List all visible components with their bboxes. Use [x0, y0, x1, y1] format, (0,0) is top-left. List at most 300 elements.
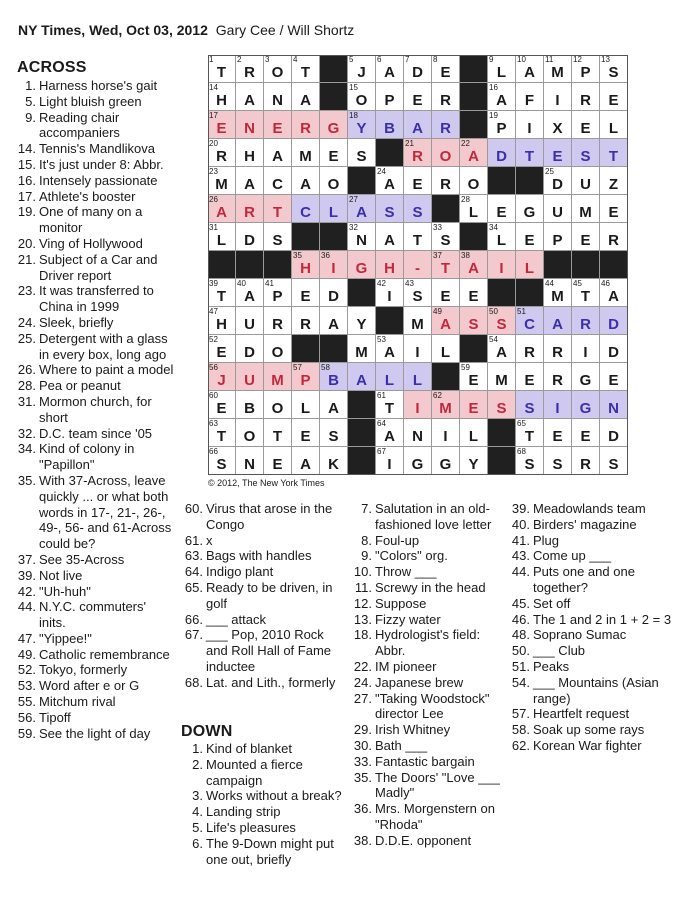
cell-number: 21	[405, 139, 414, 148]
grid-cell[interactable]	[432, 111, 460, 139]
cell-letter: S	[608, 456, 619, 473]
grid-cell[interactable]	[292, 251, 320, 279]
clue-item	[508, 533, 673, 549]
black-square	[432, 363, 460, 391]
grid-cell[interactable]	[320, 167, 348, 195]
grid-cell[interactable]	[208, 391, 236, 419]
cell-letter: I	[415, 400, 420, 417]
clue-item	[350, 659, 510, 675]
cell-letter: M	[551, 64, 564, 81]
grid-cell[interactable]	[600, 223, 628, 251]
cell-letter: Y	[356, 316, 367, 333]
grid-cell[interactable]	[488, 363, 516, 391]
cell-letter: S	[468, 316, 479, 333]
cell-letter: R	[552, 344, 563, 361]
grid-cell[interactable]	[348, 335, 376, 363]
grid-cell[interactable]	[460, 447, 488, 475]
grid-cell[interactable]	[544, 83, 572, 111]
grid-cell[interactable]	[292, 447, 320, 475]
cell-letter: G	[355, 260, 368, 277]
grid-cell[interactable]	[236, 167, 264, 195]
clue-number: 55.	[17, 694, 36, 710]
grid-cell[interactable]	[404, 363, 432, 391]
grid-cell[interactable]	[208, 139, 236, 167]
grid-cell[interactable]	[376, 195, 404, 223]
grid-cell[interactable]	[292, 167, 320, 195]
cell-letter: E	[468, 400, 479, 417]
grid-cell[interactable]	[600, 335, 628, 363]
grid-cell[interactable]	[516, 55, 544, 83]
grid-cell[interactable]	[544, 55, 572, 83]
grid-cell[interactable]	[432, 419, 460, 447]
grid-cell[interactable]	[572, 83, 600, 111]
grid-cell[interactable]	[572, 279, 600, 307]
grid-cell[interactable]	[292, 419, 320, 447]
grid-cell[interactable]	[376, 335, 404, 363]
cell-letter: P	[552, 232, 563, 249]
grid-cell[interactable]	[320, 139, 348, 167]
grid-cell[interactable]	[404, 307, 432, 335]
grid-cell[interactable]	[236, 335, 264, 363]
clue-text: The Doors' "Love ___ Madly"	[375, 769, 500, 801]
grid-cell[interactable]	[292, 55, 320, 83]
grid-cell[interactable]	[432, 167, 460, 195]
grid-cell[interactable]	[432, 83, 460, 111]
grid-cell[interactable]	[320, 447, 348, 475]
grid-cell[interactable]	[376, 363, 404, 391]
grid-cell[interactable]	[264, 83, 292, 111]
grid-cell[interactable]	[264, 55, 292, 83]
grid-cell[interactable]	[376, 447, 404, 475]
cell-number: 42	[377, 279, 386, 288]
grid-cell[interactable]	[572, 447, 600, 475]
grid-cell[interactable]	[460, 139, 488, 167]
cell-letter: D	[496, 148, 507, 165]
grid-cell[interactable]	[208, 55, 236, 83]
grid-cell[interactable]	[264, 167, 292, 195]
across-clues-column-2	[181, 501, 341, 691]
grid-cell[interactable]	[208, 279, 236, 307]
clue-text: Tokyo, formerly	[39, 662, 128, 678]
grid-cell[interactable]	[208, 223, 236, 251]
clue-item	[508, 517, 673, 533]
grid-cell[interactable]	[236, 223, 264, 251]
grid-cell[interactable]	[292, 195, 320, 223]
grid-cell[interactable]	[572, 167, 600, 195]
grid-cell[interactable]	[348, 251, 376, 279]
cell-number: 18	[349, 111, 358, 120]
grid-cell[interactable]	[516, 419, 544, 447]
grid-cell[interactable]	[404, 167, 432, 195]
clue-item	[350, 754, 510, 770]
grid-cell[interactable]	[404, 391, 432, 419]
cell-number: 26	[209, 195, 218, 204]
grid-cell[interactable]	[544, 167, 572, 195]
grid-cell[interactable]	[544, 307, 572, 335]
grid-cell[interactable]	[600, 83, 628, 111]
grid-cell[interactable]	[516, 195, 544, 223]
clue-number: 66.	[184, 611, 203, 627]
grid-cell[interactable]	[572, 111, 600, 139]
grid-cell[interactable]	[376, 111, 404, 139]
clue-text: Japanese brew	[375, 674, 464, 690]
grid-cell[interactable]	[544, 419, 572, 447]
cell-number: 57	[293, 363, 302, 372]
across-heading: ACROSS	[17, 59, 87, 76]
grid-cell[interactable]	[572, 363, 600, 391]
grid-cell[interactable]	[432, 335, 460, 363]
cell-letter: L	[300, 400, 311, 417]
clue-number: 54.	[511, 674, 530, 690]
clue-item	[181, 564, 341, 580]
grid-cell[interactable]	[264, 223, 292, 251]
cell-letter: L	[608, 120, 619, 137]
grid-cell[interactable]	[208, 447, 236, 475]
clue-number: 39.	[511, 501, 530, 516]
cell-number: 53	[377, 335, 386, 344]
grid-cell[interactable]	[236, 447, 264, 475]
cell-letter: N	[244, 120, 255, 137]
grid-cell[interactable]	[460, 251, 488, 279]
grid-cell[interactable]	[376, 419, 404, 447]
clue-number: 64.	[184, 564, 203, 580]
grid-cell[interactable]	[208, 167, 236, 195]
grid-cell[interactable]	[572, 335, 600, 363]
clue-number: 57.	[511, 706, 530, 722]
cell-letter: A	[524, 64, 535, 81]
clue-item	[14, 141, 174, 157]
clue-item	[14, 678, 174, 694]
grid-cell[interactable]	[516, 307, 544, 335]
clue-number: 4.	[192, 804, 203, 820]
grid-cell[interactable]	[292, 307, 320, 335]
grid-cell[interactable]	[488, 223, 516, 251]
grid-cell[interactable]	[460, 279, 488, 307]
grid-cell[interactable]	[432, 279, 460, 307]
grid-cell[interactable]	[264, 419, 292, 447]
cell-letter: -	[415, 260, 420, 277]
cell-letter: E	[272, 456, 283, 473]
clue-item	[508, 706, 673, 722]
grid-cell[interactable]	[488, 139, 516, 167]
grid-cell[interactable]	[572, 419, 600, 447]
grid-cell[interactable]	[236, 391, 264, 419]
cell-number: 46	[601, 279, 610, 288]
cell-number: 20	[209, 139, 218, 148]
grid-cell[interactable]	[376, 83, 404, 111]
grid-cell[interactable]	[432, 307, 460, 335]
grid-cell[interactable]	[544, 195, 572, 223]
grid-cell[interactable]	[376, 55, 404, 83]
cell-letter: R	[552, 372, 563, 389]
grid-cell[interactable]	[516, 335, 544, 363]
cell-letter: S	[216, 456, 227, 473]
grid-cell[interactable]	[292, 111, 320, 139]
grid-cell[interactable]	[236, 279, 264, 307]
grid-cell[interactable]	[264, 111, 292, 139]
clue-number: 44.	[17, 599, 36, 615]
cell-letter: A	[496, 92, 507, 109]
black-square	[460, 335, 488, 363]
grid-cell[interactable]	[600, 195, 628, 223]
grid-cell[interactable]	[236, 111, 264, 139]
grid-cell[interactable]	[264, 307, 292, 335]
clue-number: 12.	[353, 595, 372, 611]
clue-text: ___ Mountains (Asian range)	[533, 674, 659, 706]
grid-cell[interactable]	[264, 279, 292, 307]
grid-cell[interactable]	[404, 251, 432, 279]
grid-cell[interactable]	[264, 363, 292, 391]
clue-text: Hydrologist's field: Abbr.	[375, 627, 481, 659]
grid-cell[interactable]	[600, 391, 628, 419]
grid-cell[interactable]	[544, 139, 572, 167]
grid-cell[interactable]	[348, 139, 376, 167]
grid-cell[interactable]	[376, 251, 404, 279]
grid-cell[interactable]	[572, 195, 600, 223]
cell-letter: E	[608, 204, 619, 221]
clue-number: 43.	[511, 548, 530, 564]
clue-text: Tennis's Mandlikova	[39, 141, 155, 157]
clue-item	[14, 473, 174, 552]
grid-cell[interactable]	[432, 447, 460, 475]
cell-number: 66	[209, 447, 218, 456]
grid-cell[interactable]	[488, 195, 516, 223]
grid-cell[interactable]	[348, 83, 376, 111]
grid-cell[interactable]	[516, 251, 544, 279]
grid-cell[interactable]	[600, 55, 628, 83]
grid-cell[interactable]	[404, 55, 432, 83]
grid-cell[interactable]	[488, 307, 516, 335]
across-clues-column-1	[14, 78, 174, 741]
grid-cell[interactable]	[600, 447, 628, 475]
clue-number: 61.	[184, 532, 203, 548]
grid-cell[interactable]	[320, 307, 348, 335]
cell-letter: J	[217, 372, 226, 389]
grid-cell[interactable]	[460, 391, 488, 419]
clue-number: 44.	[511, 564, 530, 580]
cell-letter: O	[271, 400, 284, 417]
grid-cell[interactable]	[516, 83, 544, 111]
grid-cell[interactable]	[600, 167, 628, 195]
grid-cell[interactable]	[544, 335, 572, 363]
grid-cell[interactable]	[488, 391, 516, 419]
cell-number: 8	[433, 55, 438, 64]
grid-cell[interactable]	[432, 223, 460, 251]
grid-cell[interactable]	[600, 363, 628, 391]
grid-cell[interactable]	[460, 419, 488, 447]
cell-letter: A	[300, 176, 311, 193]
grid-cell[interactable]	[460, 363, 488, 391]
clue-item	[350, 564, 510, 580]
grid-cell[interactable]	[404, 111, 432, 139]
clue-number: 52.	[17, 662, 36, 678]
grid-cell[interactable]	[404, 139, 432, 167]
grid-cell[interactable]	[600, 139, 628, 167]
cell-letter: A	[552, 316, 563, 333]
grid-cell[interactable]	[404, 83, 432, 111]
grid-cell[interactable]	[544, 391, 572, 419]
cell-letter: A	[440, 316, 451, 333]
grid-cell[interactable]	[460, 307, 488, 335]
grid-cell[interactable]	[320, 195, 348, 223]
grid-cell[interactable]	[544, 279, 572, 307]
grid-cell[interactable]	[516, 111, 544, 139]
clue-text: Irish Whitney	[375, 722, 451, 738]
clue-text: Bath ___	[375, 737, 428, 753]
grid-cell[interactable]	[236, 307, 264, 335]
grid-cell[interactable]	[572, 307, 600, 335]
grid-cell[interactable]	[264, 391, 292, 419]
grid-cell[interactable]	[404, 419, 432, 447]
clue-item	[181, 548, 341, 564]
grid-cell[interactable]	[264, 447, 292, 475]
grid-cell[interactable]	[404, 279, 432, 307]
grid-cell[interactable]	[264, 335, 292, 363]
grid-cell[interactable]	[264, 139, 292, 167]
grid-cell[interactable]	[236, 419, 264, 447]
grid-cell[interactable]	[488, 335, 516, 363]
grid-cell[interactable]	[236, 195, 264, 223]
cell-letter: G	[439, 456, 452, 473]
grid-cell[interactable]	[404, 195, 432, 223]
grid-cell[interactable]	[320, 419, 348, 447]
grid-cell[interactable]	[600, 279, 628, 307]
grid-cell[interactable]	[460, 195, 488, 223]
grid-cell[interactable]	[320, 111, 348, 139]
grid-cell[interactable]	[348, 111, 376, 139]
grid-cell[interactable]	[404, 223, 432, 251]
cell-letter: A	[412, 120, 423, 137]
grid-cell[interactable]	[236, 363, 264, 391]
grid-cell[interactable]	[264, 195, 292, 223]
copyright-notice: © 2012, The New York Times	[208, 478, 325, 488]
cell-number: 19	[489, 111, 498, 120]
clue-number: 36.	[353, 801, 372, 817]
cell-letter: R	[440, 176, 451, 193]
grid-cell[interactable]	[488, 251, 516, 279]
grid-cell[interactable]	[488, 55, 516, 83]
grid-cell[interactable]	[208, 419, 236, 447]
clue-number: 18.	[353, 627, 372, 643]
grid-cell[interactable]	[292, 83, 320, 111]
grid-cell[interactable]	[404, 447, 432, 475]
grid-cell[interactable]	[376, 391, 404, 419]
black-square	[376, 307, 404, 335]
grid-cell[interactable]	[600, 111, 628, 139]
grid-cell[interactable]	[208, 335, 236, 363]
grid-cell[interactable]	[236, 55, 264, 83]
grid-cell[interactable]	[544, 223, 572, 251]
grid-cell[interactable]	[572, 223, 600, 251]
cell-number: 32	[349, 223, 358, 232]
grid-cell[interactable]	[320, 279, 348, 307]
cell-letter: D	[552, 176, 563, 193]
grid-cell[interactable]	[348, 223, 376, 251]
clue-text: Athlete's booster	[39, 188, 136, 204]
grid-cell[interactable]	[600, 419, 628, 447]
clue-text: Word after e or G	[39, 678, 140, 694]
cell-letter: S	[524, 400, 535, 417]
cell-letter: D	[244, 232, 255, 249]
grid-cell[interactable]	[432, 251, 460, 279]
cell-number: 2	[237, 55, 242, 64]
grid-cell[interactable]	[292, 279, 320, 307]
clue-number: 11.	[354, 579, 372, 595]
grid-cell[interactable]	[516, 363, 544, 391]
grid-cell[interactable]	[572, 55, 600, 83]
grid-cell[interactable]	[348, 363, 376, 391]
cell-letter: R	[216, 148, 227, 165]
grid-cell[interactable]	[208, 307, 236, 335]
grid-cell[interactable]	[600, 307, 628, 335]
clue-item	[14, 662, 174, 678]
clue-item	[508, 643, 673, 659]
clue-item	[14, 647, 174, 663]
grid-cell[interactable]	[516, 447, 544, 475]
clue-text: Meadowlands team	[533, 501, 646, 516]
black-square	[432, 195, 460, 223]
cell-number: 58	[321, 363, 330, 372]
grid-cell[interactable]	[432, 55, 460, 83]
cell-letter: R	[580, 92, 591, 109]
grid-cell[interactable]	[208, 83, 236, 111]
grid-cell[interactable]	[516, 223, 544, 251]
grid-cell[interactable]	[348, 195, 376, 223]
grid-cell[interactable]	[320, 363, 348, 391]
grid-cell[interactable]	[404, 335, 432, 363]
grid-cell[interactable]	[208, 363, 236, 391]
clue-item	[14, 189, 174, 205]
grid-cell[interactable]	[432, 391, 460, 419]
grid-cell[interactable]	[572, 139, 600, 167]
cell-letter: O	[355, 92, 368, 109]
grid-cell[interactable]	[292, 363, 320, 391]
grid-cell[interactable]	[292, 139, 320, 167]
clue-item	[14, 710, 174, 726]
grid-cell[interactable]	[376, 279, 404, 307]
black-square	[348, 391, 376, 419]
grid-cell[interactable]	[572, 391, 600, 419]
grid-cell[interactable]	[516, 391, 544, 419]
grid-cell[interactable]	[236, 139, 264, 167]
grid-cell[interactable]	[460, 167, 488, 195]
grid-cell[interactable]	[488, 111, 516, 139]
grid-cell[interactable]	[432, 139, 460, 167]
grid-cell[interactable]	[516, 139, 544, 167]
grid-cell[interactable]	[376, 223, 404, 251]
grid-cell[interactable]	[292, 391, 320, 419]
clue-item	[14, 568, 174, 584]
grid-cell[interactable]	[544, 447, 572, 475]
grid-cell[interactable]	[488, 83, 516, 111]
grid-cell[interactable]	[208, 111, 236, 139]
black-square	[348, 279, 376, 307]
grid-cell[interactable]	[320, 391, 348, 419]
grid-cell[interactable]	[320, 251, 348, 279]
grid-cell[interactable]	[376, 167, 404, 195]
grid-cell[interactable]	[348, 307, 376, 335]
cell-letter: S	[356, 148, 367, 165]
cell-letter: S	[496, 400, 507, 417]
grid-cell[interactable]	[544, 111, 572, 139]
grid-cell[interactable]	[544, 363, 572, 391]
clue-text: Harness horse's gait	[39, 78, 158, 93]
cell-letter: L	[328, 204, 339, 221]
grid-cell[interactable]	[236, 83, 264, 111]
cell-number: 16	[489, 83, 498, 92]
grid-cell[interactable]	[208, 195, 236, 223]
grid-cell[interactable]	[348, 55, 376, 83]
